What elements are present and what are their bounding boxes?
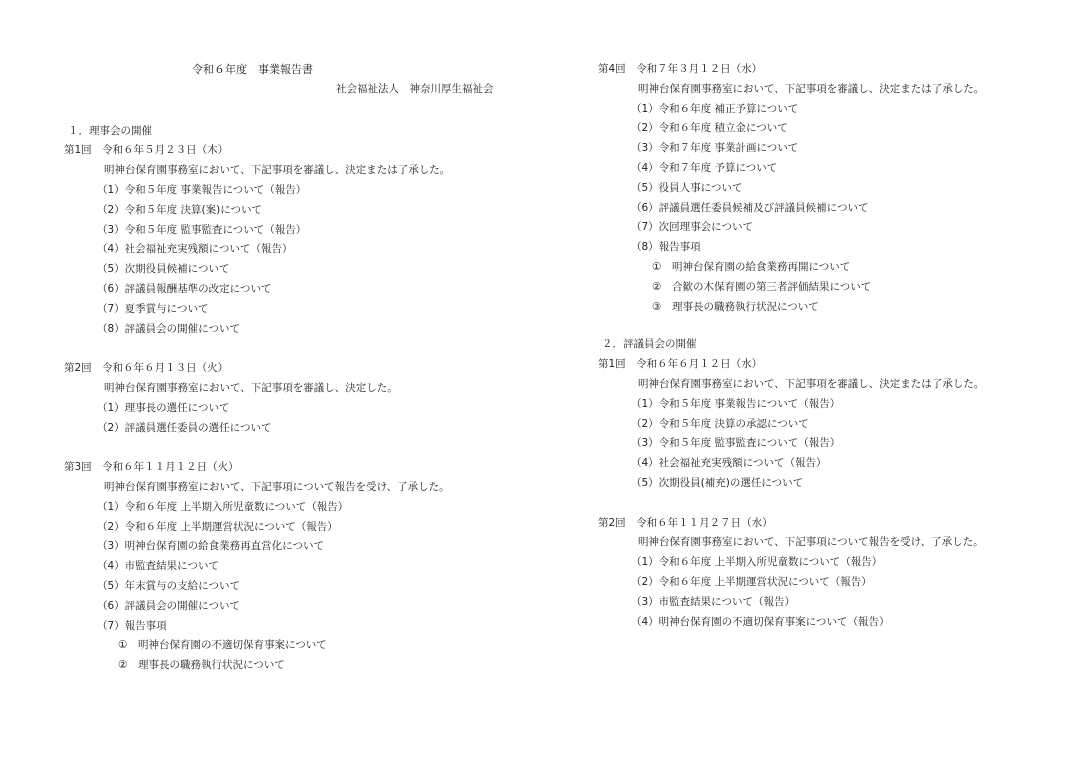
agenda-item: （7）報告事項 bbox=[97, 619, 167, 632]
agenda-item: （5）役員人事について bbox=[631, 181, 743, 194]
meeting-date: 第3回 令和６年１１月１２日（火） bbox=[64, 461, 239, 474]
agenda-item: （2）令和６年度 上半期運営状況について（報告） bbox=[97, 520, 338, 533]
agenda-item: （2）令和６年度 上半期運営状況について（報告） bbox=[631, 575, 872, 588]
agenda-item: （4）令和７年度 予算について bbox=[631, 161, 778, 174]
report-subitem bbox=[598, 298, 1048, 318]
meeting-description: 明神台保育園事務室において、下記事項を審議し、決定または了承した。 bbox=[104, 164, 451, 177]
organization-name: 社会福祉法人 神奈川厚生福祉会 bbox=[336, 82, 494, 95]
agenda-item: （6）評議員報酬基準の改定について bbox=[97, 282, 272, 295]
agenda-item: （1）令和６年度 上半期入所児童数について（報告） bbox=[97, 500, 349, 513]
subitem-mark: ③ bbox=[652, 300, 662, 313]
agenda-item: （5）次期役員候補について bbox=[97, 263, 230, 276]
meeting-description: 明神台保育園事務室において、下記事項について報告を受け、了承した。 bbox=[638, 536, 984, 549]
agenda-item: （4）明神台保育園の不適切保育事案について（報告） bbox=[631, 615, 890, 628]
subitem-mark: ① bbox=[652, 260, 662, 273]
agenda-item: （1）令和６年度 補正予算について bbox=[631, 102, 799, 115]
subitem-text: 明神台保育園の給食業務再開について bbox=[672, 260, 851, 273]
council-meeting-1 bbox=[598, 355, 1048, 494]
subitem-text: 明神台保育園の不適切保育事案について bbox=[138, 639, 327, 652]
agenda-item: （3）令和５年度 監事監査について（報告） bbox=[631, 437, 841, 450]
meeting-description: 明神台保育園事務室において、下記事項を審議し、決定または了承した。 bbox=[638, 377, 985, 390]
agenda-item: （7）次回理事会について bbox=[631, 221, 753, 234]
agenda-item: （3）令和５年度 監事監査について（報告） bbox=[97, 223, 307, 236]
agenda-item: （2）令和５年度 決算の承認について bbox=[631, 417, 809, 430]
meeting-date: 第2回 令和６年６月１３日（火） bbox=[64, 362, 229, 375]
report-subitem bbox=[64, 656, 534, 676]
agenda-item: （6）評議員選任委員候補及び評議員候補について bbox=[631, 201, 869, 214]
agenda-item: （8）評議員会の開催について bbox=[97, 322, 240, 335]
agenda-item: （5）年末賞与の支給について bbox=[97, 579, 240, 592]
meeting-date: 第4回 令和７年３月１２日（水） bbox=[598, 63, 763, 75]
left-column bbox=[64, 60, 534, 676]
agenda-item: （3）市監査結果について（報告） bbox=[631, 595, 795, 608]
board-meeting-3 bbox=[64, 458, 534, 676]
section-heading-board: １．理事会の開催 bbox=[68, 124, 152, 137]
subitem-mark: ② bbox=[118, 659, 128, 672]
subitem-text: 合歓の木保育園の第三者評価結果について bbox=[672, 280, 872, 293]
agenda-item: （1）令和５年度 事業報告について（報告） bbox=[631, 397, 841, 410]
meeting-description: 明神台保育園事務室において、下記事項を審議し、決定または了承した。 bbox=[638, 82, 985, 95]
section-heading-council: ２．評議員会の開催 bbox=[602, 338, 697, 351]
report-subitem bbox=[598, 278, 1048, 298]
agenda-item: （3）明神台保育園の給食業務再直営化について bbox=[97, 540, 324, 553]
agenda-item: （6）評議員会の開催について bbox=[97, 599, 240, 612]
agenda-item: （4）社会福祉充実残額について（報告） bbox=[631, 457, 827, 470]
meeting-date: 第2回 令和６年１１月２７日（水） bbox=[598, 516, 773, 529]
agenda-item: （1）令和６年度 上半期入所児童数について（報告） bbox=[631, 556, 883, 569]
agenda-item: （2）令和６年度 積立金について bbox=[631, 122, 788, 135]
agenda-item: （2）令和５年度 決算(案)について bbox=[97, 203, 263, 216]
report-subitem bbox=[64, 636, 534, 656]
board-meeting-1 bbox=[64, 141, 534, 339]
subitem-text: 理事長の職務執行状況について bbox=[672, 300, 819, 313]
subitem-text: 理事長の職務執行状況について bbox=[138, 659, 285, 672]
board-meeting-2 bbox=[64, 359, 534, 438]
meeting-description: 明神台保育園事務室において、下記事項について報告を受け、了承した。 bbox=[104, 480, 450, 493]
agenda-item: （1）理事長の選任について bbox=[97, 401, 230, 414]
board-meeting-4 bbox=[598, 60, 1048, 317]
document-title: 令和６年度 事業報告書 bbox=[192, 63, 313, 76]
agenda-item: （4）社会福祉充実残額について（報告） bbox=[97, 243, 293, 256]
report-subitem bbox=[598, 258, 1048, 278]
subitem-mark: ② bbox=[652, 280, 662, 293]
agenda-item: （2）評議員選任委員の選任について bbox=[97, 421, 272, 434]
council-meeting-2 bbox=[598, 514, 1048, 633]
agenda-item: （8）報告事項 bbox=[631, 241, 701, 254]
agenda-item: （7）夏季賞与について bbox=[97, 302, 209, 315]
meeting-date: 第1回 令和６年６月１２日（水） bbox=[598, 358, 763, 371]
agenda-item: （1）令和５年度 事業報告について（報告） bbox=[97, 183, 307, 196]
subitem-mark: ① bbox=[118, 639, 128, 652]
meeting-date: 第1回 令和６年５月２３日（木） bbox=[64, 144, 229, 157]
meeting-description: 明神台保育園事務室において、下記事項を審議し、決定した。 bbox=[104, 381, 398, 394]
agenda-item: （3）令和７年度 事業計画について bbox=[631, 142, 799, 155]
agenda-item: （4）市監査結果について bbox=[97, 560, 219, 573]
agenda-item: （5）次期役員(補充)の選任について bbox=[631, 476, 804, 489]
right-column bbox=[598, 60, 1048, 632]
